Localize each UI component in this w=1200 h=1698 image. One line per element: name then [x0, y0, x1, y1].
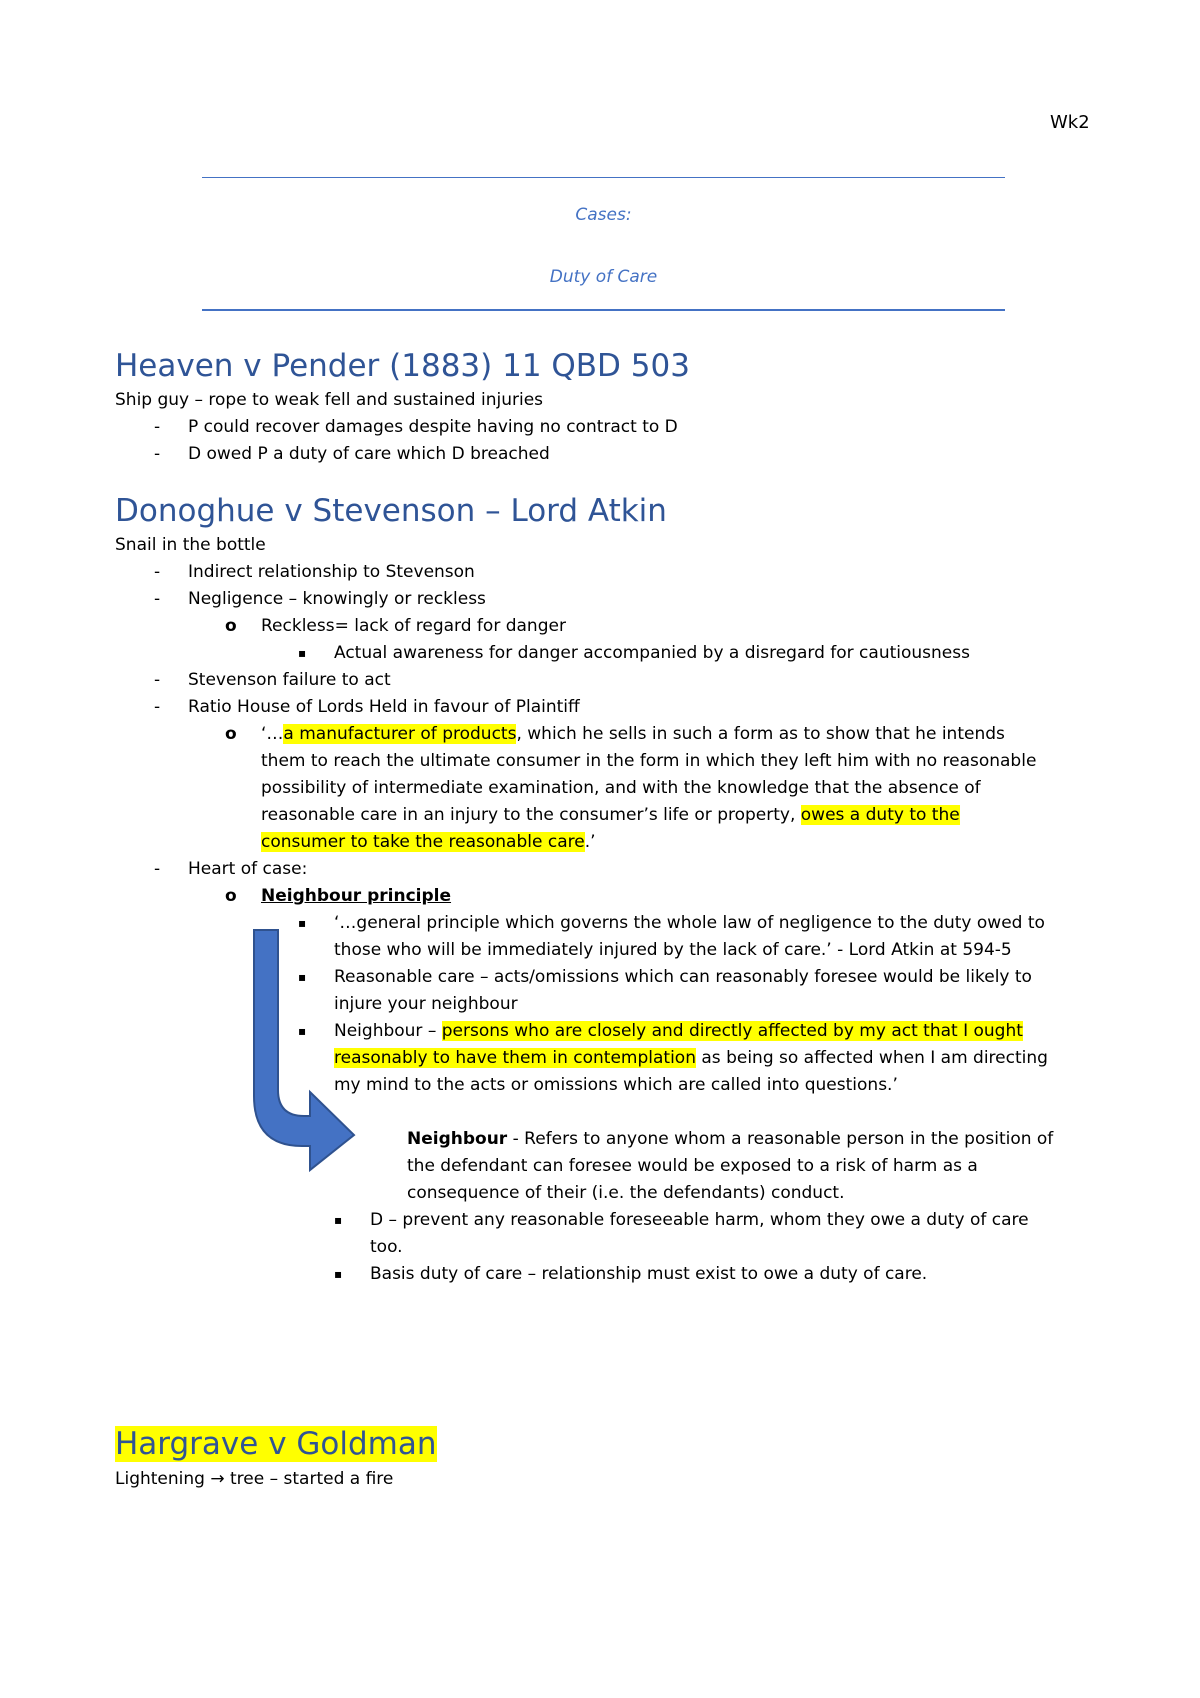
np-neighbour-text: as being so affected when I am directing: [695, 1048, 1048, 1068]
heading-donoghue-v-stevenson: Donoghue v Stevenson – Lord Atkin: [115, 493, 667, 529]
donoghue-bullet-2: Negligence – knowingly or reckless: [188, 589, 486, 609]
title-rule-bottom: [202, 309, 1005, 311]
title-line-duty: Duty of Care: [549, 267, 658, 287]
donoghue-bullet-1: Indirect relationship to Stevenson: [188, 562, 475, 582]
heading-hargrave-v-goldman: [115, 1424, 437, 1464]
np-neighbour-line-2: [334, 1045, 1048, 1072]
hargrave-text-b: tree – started a fire: [224, 1469, 394, 1489]
square-bullet: ▪: [334, 1267, 343, 1281]
square-bullet: ▪: [298, 916, 307, 930]
square-bullet: ▪: [298, 646, 307, 660]
d-prevent-line-1: D – prevent any reasonable foreseeable harm, whom they owe a duty of care: [370, 1210, 1029, 1230]
np-neighbour-prefix: Neighbour –: [334, 1021, 442, 1041]
hargrave-summary: [115, 1466, 393, 1493]
dash-bullet: -: [154, 697, 161, 717]
dash-bullet: -: [154, 562, 161, 582]
heaven-bullet-2: D owed P a duty of care which D breached: [188, 444, 550, 464]
ratio-highlight-reasonable-care: consumer to take the reasonable care: [261, 832, 585, 852]
ratio-quote-line-1: [261, 721, 1005, 748]
basis-duty-of-care: Basis duty of care – relationship must exist to owe a duty of care.: [370, 1264, 928, 1284]
neighbour-definition-line-1: [407, 1126, 1053, 1153]
np-neighbour-line-3: my mind to the acts or omissions which are called into questions.’: [334, 1075, 898, 1095]
neighbour-definition-line-3: consequence of their (i.e. the defendants) conduct.: [407, 1183, 845, 1203]
np-reasonable-care-line-1: Reasonable care – acts/omissions which can reasonably foresee would be likely to: [334, 967, 1032, 987]
neighbour-definition-line-2: the defendant can foresee would be exposed to a risk of harm as a: [407, 1156, 978, 1176]
np-highlight-contemplation: reasonably to have them in contemplation: [334, 1048, 696, 1068]
title-rule-top: [202, 177, 1005, 178]
neighbour-principle-label: Neighbour principle: [261, 886, 452, 906]
hargrave-text-a: Lightening: [115, 1469, 211, 1489]
ratio-highlight-manufacturer: a manufacturer of products: [283, 724, 517, 744]
reckless-definition: Reckless= lack of regard for danger: [261, 616, 566, 636]
np-quote-line-2: those who will be immediately injured by the lack of care.’ - Lord Atkin at 594-5: [334, 940, 1012, 960]
np-reasonable-care-line-2: injure your neighbour: [334, 994, 518, 1014]
page-header-label: Wk2: [1050, 112, 1090, 133]
square-bullet: ▪: [298, 1024, 307, 1038]
donoghue-bullet-5: Heart of case:: [188, 859, 308, 879]
ratio-quote-line-3: possibility of intermediate examination, and with the knowledge that the absence of: [261, 778, 981, 798]
np-quote-line-1: ‘…general principle which governs the whole law of negligence to the duty owed to: [334, 913, 1045, 933]
donoghue-summary: Snail in the bottle: [115, 535, 266, 555]
d-prevent-line-2: too.: [370, 1237, 403, 1257]
donoghue-bullet-3: Stevenson failure to act: [188, 670, 391, 690]
dash-bullet: -: [154, 589, 161, 609]
heaven-summary: Ship guy – rope to weak fell and sustained injuries: [115, 390, 544, 410]
dash-bullet: -: [154, 444, 161, 464]
circle-bullet: o: [225, 724, 237, 744]
dash-bullet: -: [154, 859, 161, 879]
heaven-bullet-1: P could recover damages despite having no contract to D: [188, 417, 678, 437]
circle-bullet: o: [225, 616, 237, 636]
neighbour-definition-term: Neighbour: [407, 1129, 508, 1149]
circle-bullet: o: [225, 886, 237, 906]
ratio-quote-line-5: [261, 829, 596, 856]
ratio-text: , which he sells in such a form as to show that he intends: [516, 724, 1005, 744]
square-bullet: ▪: [334, 1213, 343, 1227]
ratio-text: reasonable care in an injury to the consumer’s life or property,: [261, 805, 801, 825]
curved-down-right-arrow-icon: [240, 920, 360, 1180]
np-highlight-closely-affected: persons who are closely and directly affected by my act that I ought: [441, 1021, 1023, 1041]
reckless-detail: Actual awareness for danger accompanied by a disregard for cautiousness: [334, 643, 970, 663]
ratio-close: .’: [584, 832, 596, 852]
ratio-open: ‘…: [261, 724, 284, 744]
heading-heaven-v-pender: Heaven v Pender (1883) 11 QBD 503: [115, 348, 690, 384]
np-neighbour-line-1: [334, 1018, 1023, 1045]
ratio-quote-line-2: them to reach the ultimate consumer in the form in which they left him with no reasonable: [261, 751, 1037, 771]
dash-bullet: -: [154, 417, 161, 437]
right-arrow-icon: →: [210, 1469, 225, 1489]
ratio-highlight-owes-duty: owes a duty to the: [800, 805, 960, 825]
dash-bullet: -: [154, 670, 161, 690]
title-line-cases: Cases:: [575, 205, 632, 225]
neighbour-definition-text: - Refers to anyone whom a reasonable person in the position of: [507, 1129, 1054, 1149]
square-bullet: ▪: [298, 970, 307, 984]
hargrave-heading-text: Hargrave v Goldman: [115, 1426, 437, 1462]
ratio-quote-line-4: [261, 802, 960, 829]
donoghue-bullet-4: Ratio House of Lords Held in favour of Plaintiff: [188, 697, 580, 717]
